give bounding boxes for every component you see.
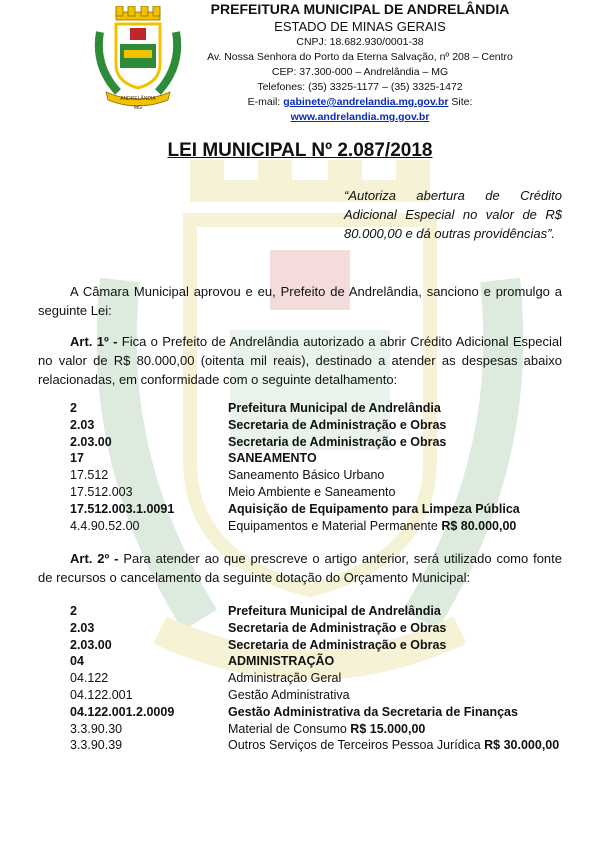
budget-description bbox=[228, 484, 395, 501]
budget-code: 17.512.003 bbox=[70, 484, 133, 499]
law-title: LEI MUNICIPAL Nº 2.087/2018 bbox=[167, 140, 433, 161]
article-1 bbox=[38, 332, 562, 389]
cep: CEP: 37.300-000 – Andrelândia – MG bbox=[271, 66, 449, 78]
budget-description-text: Secretaria de Administração e Obras bbox=[228, 434, 447, 449]
budget-table-2 bbox=[70, 603, 570, 754]
table-row bbox=[70, 603, 570, 620]
budget-code: 3.3.90.39 bbox=[70, 738, 123, 753]
budget-code: 04.122 bbox=[70, 671, 109, 686]
budget-code: 2.03 bbox=[70, 417, 95, 432]
budget-code: 04 bbox=[70, 654, 84, 669]
budget-description-text: Secretaria de Administração e Obras bbox=[228, 620, 447, 635]
budget-code: 2 bbox=[70, 401, 77, 415]
budget-description-text: Gestão Administrativa da Secretaria de Finanças bbox=[228, 704, 518, 719]
budget-code: 04.122.001.2.0009 bbox=[70, 704, 175, 719]
budget-description bbox=[228, 737, 559, 754]
site-label: Site: bbox=[451, 96, 473, 108]
budget-code: 17 bbox=[70, 451, 84, 466]
budget-value: R$ 80.000,00 bbox=[441, 518, 517, 533]
budget-description bbox=[228, 501, 520, 518]
letterhead bbox=[0, 0, 600, 123]
svg-text:ANDRELÂNDIA: ANDRELÂNDIA bbox=[120, 96, 156, 102]
table-row bbox=[70, 417, 570, 434]
article-1-text: Fica o Prefeito de Andrelândia autorizado a abrir Crédito Adicional Especial no valor de R$ 80.000,00 (oitenta mil reais), destinado a atender as despesas abaixo relacionadas, em conformidade com o seguinte detalhamento: bbox=[38, 334, 562, 387]
table-row bbox=[70, 670, 570, 687]
table-row bbox=[70, 737, 570, 754]
budget-code: 3.3.90.30 bbox=[70, 721, 123, 736]
budget-description bbox=[228, 603, 441, 620]
table-row bbox=[70, 484, 570, 501]
budget-table-1 bbox=[70, 400, 570, 534]
budget-description bbox=[228, 620, 446, 637]
budget-description-text: Equipamentos e Material Permanente bbox=[228, 518, 438, 533]
budget-description-text: Administração Geral bbox=[228, 671, 342, 686]
budget-code: 2.03 bbox=[70, 620, 95, 635]
address: Av. Nossa Senhora do Porto da Eterna Salvação, nº 208 – Centro bbox=[207, 51, 513, 63]
budget-code: 4.4.90.52.00 bbox=[70, 518, 140, 533]
letterhead-text bbox=[180, 0, 540, 125]
budget-description-text: Prefeitura Municipal de Andrelândia bbox=[228, 401, 441, 415]
table-row bbox=[70, 518, 570, 535]
intro-paragraph bbox=[38, 282, 562, 320]
article-2-label: Art. 2º - bbox=[70, 551, 119, 566]
municipal-crest-icon bbox=[92, 6, 184, 110]
site-link[interactable]: www.andrelandia.mg.gov.br bbox=[290, 111, 430, 123]
table-row bbox=[70, 501, 570, 518]
budget-code: 04.122.001 bbox=[70, 687, 133, 702]
budget-description-text: Outros Serviços de Terceiros Pessoa Jurídica bbox=[228, 738, 481, 753]
table-row bbox=[70, 450, 570, 467]
table-row bbox=[70, 637, 570, 654]
budget-description bbox=[228, 687, 350, 704]
table-row bbox=[70, 653, 570, 670]
budget-description bbox=[228, 434, 446, 451]
table-row bbox=[70, 434, 570, 451]
table-row bbox=[70, 467, 570, 484]
budget-description-text: Secretaria de Administração e Obras bbox=[228, 417, 447, 432]
table-row bbox=[70, 704, 570, 721]
article-1-label: Art. 1º - bbox=[70, 334, 118, 349]
city-hall-name: PREFEITURA MUNICIPAL DE ANDRELÂNDIA bbox=[210, 1, 510, 17]
article-2 bbox=[38, 549, 562, 587]
budget-code: 2.03.00 bbox=[70, 637, 112, 652]
budget-description-text: Gestão Administrativa bbox=[228, 687, 350, 702]
budget-description-text: Material de Consumo bbox=[228, 721, 347, 736]
budget-description-text: ADMINISTRAÇÃO bbox=[228, 654, 335, 669]
budget-description-text: SANEAMENTO bbox=[228, 451, 317, 466]
table-row bbox=[70, 721, 570, 738]
budget-description bbox=[228, 670, 341, 687]
budget-description-text: Meio Ambiente e Saneamento bbox=[228, 484, 396, 499]
budget-code: 2 bbox=[70, 604, 77, 618]
budget-description bbox=[228, 518, 516, 535]
contact-line bbox=[180, 95, 540, 125]
table-row bbox=[70, 687, 570, 704]
cnpj: CNPJ: 18.682.930/0001-38 bbox=[296, 36, 424, 48]
budget-code: 17.512 bbox=[70, 468, 109, 483]
budget-description-text: Secretaria de Administração e Obras bbox=[228, 637, 447, 652]
ementa: “Autoriza abertura de Crédito Adicional Especial no valor de R$ 80.000,00 e dá outras providências”. bbox=[344, 188, 562, 241]
table-row bbox=[70, 620, 570, 637]
budget-description bbox=[228, 400, 441, 417]
email-link[interactable]: gabinete@andrelandia.mg.gov.br bbox=[283, 96, 449, 108]
intro-text: A Câmara Municipal aprovou e eu, Prefeito de Andrelândia, sanciono e promulgo a seguinte Lei: bbox=[38, 284, 562, 318]
budget-description bbox=[228, 721, 425, 738]
article-2-text: Para atender ao que prescreve o artigo anterior, será utilizado como fonte de recursos o cancelamento da seguinte dotação do Orçamento Municipal: bbox=[38, 551, 563, 585]
budget-description-text: Saneamento Básico Urbano bbox=[228, 468, 385, 483]
email-label: E-mail: bbox=[247, 96, 281, 108]
budget-description bbox=[228, 637, 446, 654]
state-name: ESTADO DE MINAS GERAIS bbox=[274, 19, 446, 34]
budget-description-text: Prefeitura Municipal de Andrelândia bbox=[228, 604, 441, 618]
budget-description bbox=[228, 467, 384, 484]
budget-description bbox=[228, 417, 446, 434]
budget-code: 17.512.003.1.0091 bbox=[70, 501, 175, 516]
budget-description-text: Aquisição de Equipamento para Limpeza Pública bbox=[228, 501, 520, 516]
phones: Telefones: (35) 3325-1177 – (35) 3325-1472 bbox=[257, 81, 463, 93]
budget-value: R$ 30.000,00 bbox=[484, 738, 560, 753]
budget-code: 2.03.00 bbox=[70, 434, 112, 449]
budget-description bbox=[228, 450, 317, 467]
budget-description bbox=[228, 704, 518, 721]
table-row bbox=[70, 400, 570, 417]
svg-text:MG: MG bbox=[133, 105, 143, 110]
budget-value: R$ 15.000,00 bbox=[350, 721, 426, 736]
budget-description bbox=[228, 653, 334, 670]
